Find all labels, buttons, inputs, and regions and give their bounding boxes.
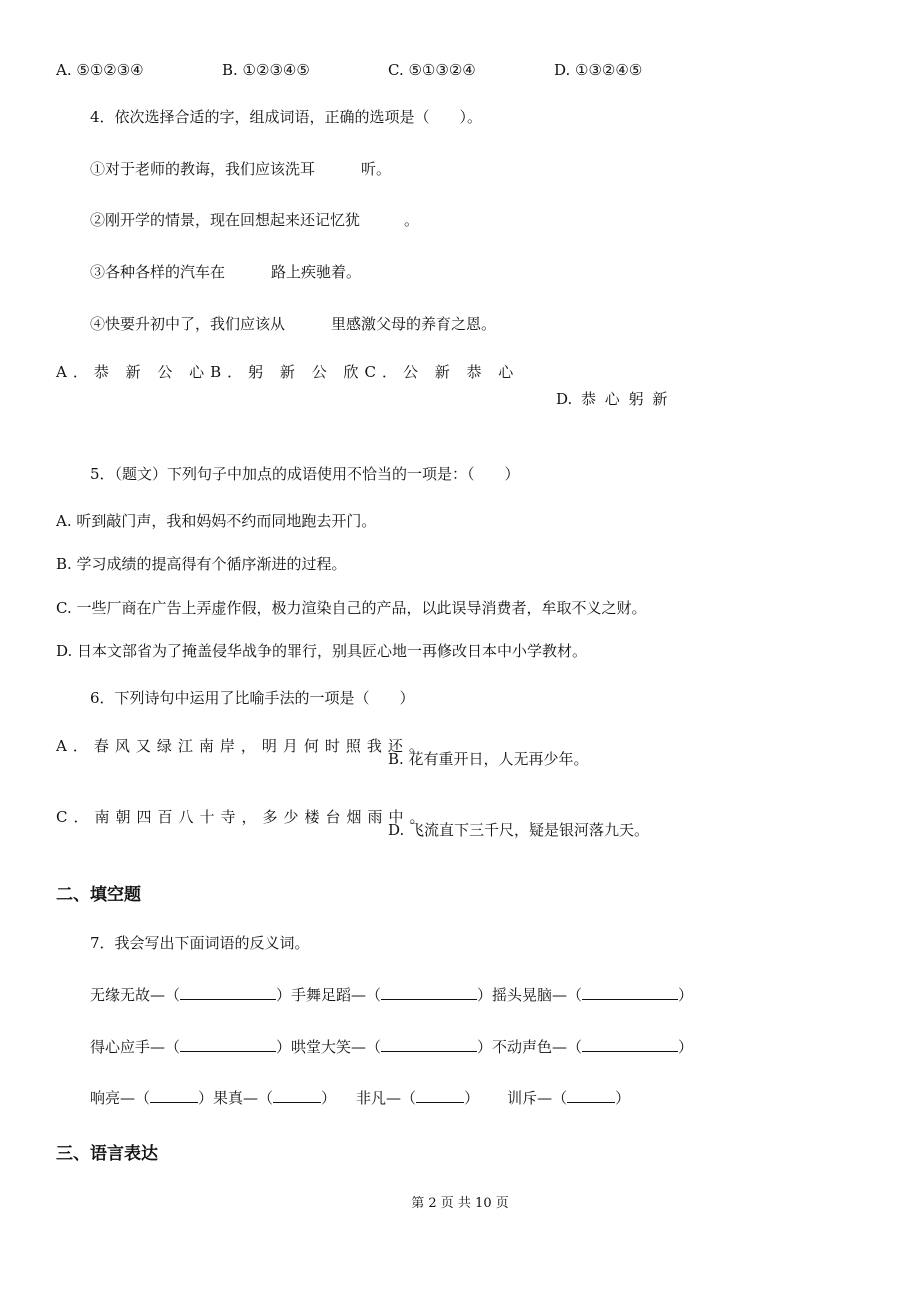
q7-r2-word-3: ）不动声色—（ [477, 1038, 583, 1056]
answer-blank[interactable] [416, 1088, 464, 1103]
q5-option-c: C. 一些厂商在广告上弄虚作假，极力渲染自己的产品，以此误导消费者，牟取不义之财。 [56, 599, 647, 617]
q7-r1-word-3: ）摇头晃脑—（ [477, 986, 583, 1004]
q4-sentence-1 [90, 159, 391, 179]
q5-stem: 5．（题文）下列句子中加点的成语使用不恰当的一项是：（ ） [90, 465, 520, 483]
q7-r3-word-3: 非凡—（ [356, 1089, 417, 1107]
answer-blank[interactable] [582, 1037, 678, 1052]
q7-row-1 [90, 985, 693, 1005]
q7-r3-word-2: ）果真—（ [198, 1089, 274, 1107]
q3-option-c: C. ⑤①③②④ [388, 61, 476, 79]
q4-s3-text: ③各种各样的汽车在 [90, 263, 226, 281]
q6-stem: 6．下列诗句中运用了比喻手法的一项是（ ） [90, 689, 415, 707]
section-2-heading: 二、填空题 [56, 885, 141, 905]
q3-option-b: B. ①②③④⑤ [222, 61, 310, 79]
q5-option-a: A. 听到敲门声，我和妈妈不约而同地跑去开门。 [56, 512, 377, 530]
q7-r3-close-4: ） [615, 1089, 631, 1107]
section-3-heading: 三、语言表达 [56, 1144, 158, 1164]
q6-option-b: B. 花有重开日，人无再少年。 [388, 750, 589, 768]
q7-stem: 7．我会写出下面词语的反义词。 [90, 934, 310, 952]
answer-blank[interactable] [150, 1088, 198, 1103]
q4-s1-text: ①对于老师的教诲，我们应该洗耳 [90, 160, 316, 178]
q7-r1-word-2: ）手舞足蹈—（ [276, 986, 382, 1004]
q4-s2-end: 。 [404, 211, 420, 229]
page-footer: 第 2 页 共 10 页 [411, 1196, 509, 1211]
q4-option-d: D. 恭 心 躬 新 [556, 390, 668, 408]
q4-stem: 4．依次选择合适的字，组成词语，正确的选项是（ ）。 [90, 108, 483, 126]
q7-r3-close-2: ） [321, 1089, 337, 1107]
answer-blank[interactable] [180, 1037, 276, 1052]
q4-s2-text: ②刚开学的情景，现在回想起来还记忆犹 [90, 211, 361, 229]
q6-option-c: C．南朝四百八十寺，多少楼台烟雨中。 [56, 808, 431, 826]
answer-blank[interactable] [582, 985, 678, 1000]
q7-row-2 [90, 1037, 693, 1057]
q6-option-a: A．春风又绿江南岸，明月何时照我还。 [56, 737, 430, 755]
q5-option-d: D. 日本文部省为了掩盖侵华战争的罪行，别具匠心地一再修改日本中小学教材。 [56, 642, 588, 660]
q4-s4-end: 里感激父母的养育之恩。 [331, 315, 497, 333]
q3-option-d: D. ①③②④⑤ [554, 61, 643, 79]
answer-blank[interactable] [273, 1088, 321, 1103]
q7-r3-word-4: 训斥—（ [507, 1089, 568, 1107]
q4-options-abc: A．恭 新 公 心B．躬 新 公 欣C．公 新 恭 心 [56, 363, 520, 381]
q7-row-3 [90, 1088, 630, 1108]
q7-r2-word-1: 得心应手—（ [90, 1038, 181, 1056]
q7-r3-word-1: 响亮—（ [90, 1089, 151, 1107]
q4-sentence-4 [90, 314, 496, 334]
answer-blank[interactable] [381, 1037, 477, 1052]
q4-s3-end: 路上疾驰着。 [271, 263, 362, 281]
q6-option-d: D. 飞流直下三千尺，疑是银河落九天。 [388, 821, 650, 839]
q5-option-b: B. 学习成绩的提高得有个循序渐进的过程。 [56, 555, 347, 573]
answer-blank[interactable] [381, 985, 477, 1000]
q4-sentence-3 [90, 262, 361, 282]
q4-s4-text: ④快要升初中了，我们应该从 [90, 315, 286, 333]
q4-s1-end: 听。 [361, 160, 392, 178]
q7-r2-close: ） [678, 1038, 694, 1056]
q7-r1-close: ） [678, 986, 694, 1004]
q7-r3-close-3: ） [464, 1089, 480, 1107]
q7-r1-word-1: 无缘无故—（ [90, 986, 181, 1004]
answer-blank[interactable] [567, 1088, 615, 1103]
q7-r2-word-2: ）哄堂大笑—（ [276, 1038, 382, 1056]
q3-option-a: A. ⑤①②③④ [56, 61, 144, 79]
answer-blank[interactable] [180, 985, 276, 1000]
q4-sentence-2 [90, 210, 419, 230]
